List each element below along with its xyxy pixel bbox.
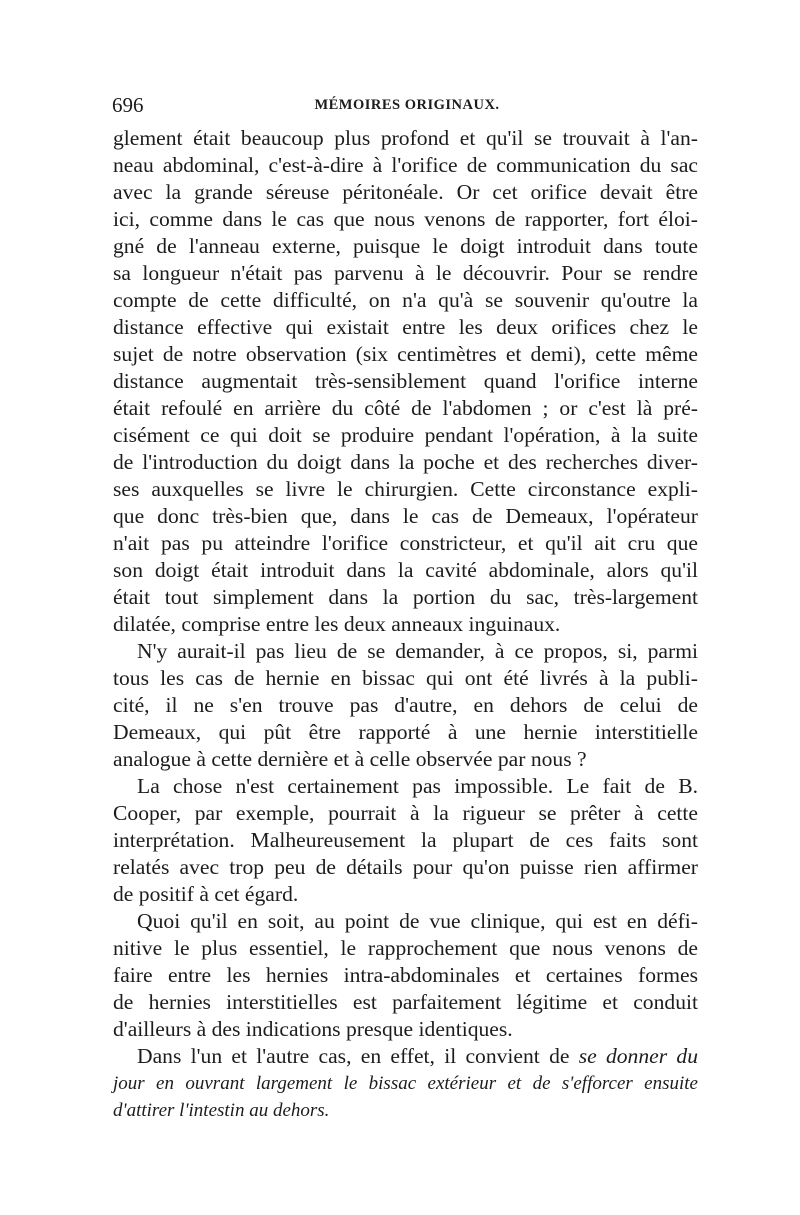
text-line: tous les cas de hernie en bissac qui ont été livrés à la publi- [113, 666, 698, 690]
text-line: La chose n'est certainement pas impossible. Le fait de B. [137, 774, 698, 798]
text-line: de l'introduction du doigt dans la poche et des recherches diver- [113, 450, 698, 474]
text-line: Demeaux, qui pût être rapporté à une hernie interstitielle [113, 720, 698, 744]
text-line: cisément ce qui doit se produire pendant l'opération, à la suite [113, 423, 698, 447]
italic-line: d'attirer l'intestin au dehors. [113, 1100, 330, 1121]
italic-segment: se donner du [578, 1044, 698, 1068]
text-line: d'ailleurs à des indications presque identiques. [113, 1017, 513, 1041]
page-number: 696 [112, 93, 144, 117]
text-line: que donc très-bien que, dans le cas de Demeaux, l'opérateur [113, 504, 698, 528]
text-line: gné de l'anneau externe, puisque le doigt introduit dans toute [113, 234, 698, 258]
text-line: analogue à cette dernière et à celle observée par nous ? [113, 747, 587, 771]
text-line: n'ait pas pu atteindre l'orifice constricteur, et qu'il ait cru que [113, 531, 698, 555]
text-line: ses auxquelles se livre le chirurgien. Cette circonstance expli- [113, 477, 698, 501]
text-line-mixed [113, 1043, 698, 1070]
text-line: sa longueur n'était pas parvenu à le découvrir. Pour se rendre [113, 261, 698, 285]
text-line: de hernies interstitielles est parfaitement légitime et conduit [113, 990, 698, 1014]
text-line: était refoulé en arrière du côté de l'abdomen ; or c'est là pré- [113, 396, 698, 420]
text-line: neau abdominal, c'est-à-dire à l'orifice de communication du sac [113, 153, 698, 177]
text-line: ici, comme dans le cas que nous venons de rapporter, fort éloi- [113, 207, 698, 231]
text-line: distance effective qui existait entre les deux orifices chez le [113, 315, 698, 339]
text-line: N'y aurait-il pas lieu de se demander, à ce propos, si, parmi [137, 639, 698, 663]
text-line: cité, il ne s'en trouve pas d'autre, en dehors de celui de [113, 693, 698, 717]
text-line: compte de cette difficulté, on n'a qu'à se souvenir qu'outre la [113, 288, 698, 312]
text-line: était tout simplement dans la portion du sac, très-largement [113, 585, 698, 609]
text-line: son doigt était introduit dans la cavité abdominale, alors qu'il [113, 558, 698, 582]
body-text [113, 125, 698, 1124]
text-line: nitive le plus essentiel, le rapprochement que nous venons de [113, 936, 698, 960]
text-line: de positif à cet égard. [113, 882, 299, 906]
text-line: avec la grande séreuse péritonéale. Or cet orifice devait être [113, 180, 698, 204]
text-line: sujet de notre observation (six centimètres et demi), cette même [113, 342, 698, 366]
text-line: dilatée, comprise entre les deux anneaux inguinaux. [113, 612, 561, 636]
text-line: distance augmentait très-sensiblement quand l'orifice interne [113, 369, 698, 393]
text-line: faire entre les hernies intra-abdominales et certaines formes [113, 963, 698, 987]
text-line: glement était beaucoup plus profond et qu'il se trouvait à l'an- [113, 126, 698, 150]
text-line: interprétation. Malheureusement la plupart de ces faits sont [113, 828, 698, 852]
page-header [112, 93, 702, 119]
italic-line: jour en ouvrant largement le bissac extérieur et de s'efforcer ensuite [113, 1073, 698, 1094]
text-line: Cooper, par exemple, pourrait à la rigueur se prêter à cette [113, 801, 698, 825]
text-segment: Dans l'un et l'autre cas, en effet, il convient de [137, 1044, 570, 1068]
text-line: Quoi qu'il en soit, au point de vue clinique, qui est en défi- [137, 909, 698, 933]
running-head: MÉMOIRES ORIGINAUX. [314, 97, 500, 113]
text-line: relatés avec trop peu de détails pour qu'on puisse rien affirmer [113, 855, 698, 879]
